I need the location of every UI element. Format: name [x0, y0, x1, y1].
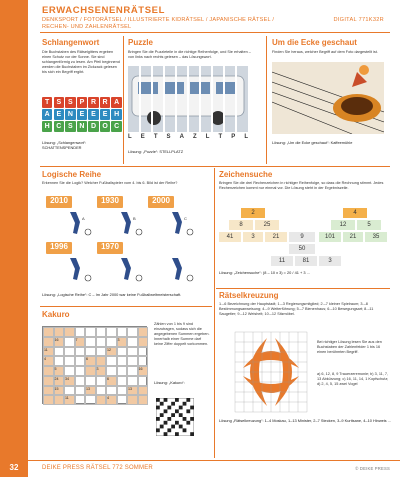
kakuro-cell[interactable]: 11: [43, 347, 54, 357]
kakuro-cell[interactable]: [96, 327, 107, 337]
zeichen-cell: 8: [229, 220, 253, 230]
kakuro-cell[interactable]: [117, 327, 128, 337]
puzzle-text: Bringen Sie die Puzzleteile in die richtige Reihenfolge, und Sie erhalten – von links nach rechts gelesen – das Lösungswort.: [128, 50, 251, 59]
kakuro-cell[interactable]: [43, 337, 54, 347]
zeichen-cell: 35: [365, 232, 387, 242]
divider: [123, 36, 124, 164]
kakuro-cell[interactable]: [96, 386, 107, 396]
kakuro-cell[interactable]: [64, 327, 75, 337]
kakuro-cell[interactable]: [117, 347, 128, 357]
page: [28, 0, 400, 477]
kakuro-cell[interactable]: 16: [138, 366, 149, 376]
kakuro-cell[interactable]: [64, 347, 75, 357]
letter-cell: E: [88, 109, 98, 120]
letter-cell: D: [88, 121, 98, 132]
zeichen-cell: 5: [357, 220, 381, 230]
letter-cell: O: [100, 121, 110, 132]
letter-cell: E: [77, 109, 87, 120]
kakuro-cell[interactable]: [96, 395, 107, 405]
kakuro-cell[interactable]: 7: [75, 337, 86, 347]
year-2: 1930: [101, 196, 119, 205]
kakuro-cell[interactable]: [75, 376, 86, 386]
kakuro-cell[interactable]: [54, 327, 65, 337]
kakuro-solution: Lösung: „Kakuro“:: [154, 380, 185, 385]
kakuro-cell[interactable]: [138, 395, 149, 405]
kakuro-cell[interactable]: [127, 327, 138, 337]
kakuro-cell[interactable]: [75, 356, 86, 366]
zeichensuche-title: Zeichensuche: [219, 170, 273, 179]
zeichen-cell: 81: [295, 256, 317, 266]
zeichensuche-text: Bringen Sie die drei Rechenzeichen in richtiger Reihenfolge, so dass die Rechnung stimmt. Jedes Rechenzeichen kommt nur einmal vor. Die Lösung steht in der Ergebniszeile.: [219, 181, 384, 190]
kakuro-cell[interactable]: [127, 337, 138, 347]
zeichen-cell: 21: [343, 232, 363, 242]
kakuro-cell[interactable]: [64, 386, 75, 396]
kakuro-cell[interactable]: 13: [127, 386, 138, 396]
kakuro-cell[interactable]: [85, 366, 96, 376]
digital-code: DIGITAL 771K32R: [333, 17, 384, 23]
kakuro-cell[interactable]: [96, 347, 107, 357]
kakuro-cell[interactable]: 5: [54, 366, 65, 376]
puzzle-letter: L: [205, 134, 210, 140]
kakuro-cell[interactable]: 24: [54, 376, 65, 386]
svg-text:C: C: [184, 216, 187, 221]
svg-text:A: A: [82, 216, 85, 221]
zeichen-cell: 50: [289, 244, 315, 254]
ecke-solution: Lösung: „Um die Ecke geschaut“: Kaffeemühle: [272, 140, 353, 145]
kakuro-solution-grid: [156, 398, 194, 436]
kakuro-cell[interactable]: [117, 356, 128, 366]
puzzle-letter: L: [244, 134, 248, 140]
puzzle-image: [128, 66, 248, 132]
kakuro-cell[interactable]: [85, 337, 96, 347]
divider: [266, 36, 267, 164]
kakuro-cell[interactable]: [43, 327, 54, 337]
kakuro-cell[interactable]: [64, 337, 75, 347]
svg-text:B: B: [133, 216, 136, 221]
kakuro-cell[interactable]: [127, 366, 138, 376]
kreuzung-grid: [233, 330, 309, 414]
letter-cell: T: [42, 97, 52, 108]
kakuro-cell[interactable]: [138, 376, 149, 386]
kakuro-cell[interactable]: 3: [117, 337, 128, 347]
letter-cell: H: [111, 109, 121, 120]
kreuzung-text: 1.–6 Bezeichnung der Hauptstadt; 1.–3 Regierungsmitglied; 2.–7 kleiner Spielraum; 3.–8 Bestimmungsanweisung; 4.–9 Weiterführung; 5.–7 Bienenhaus; 6.–10 Bewegungsart; 8.–11 Saugetier; 9.–12 Weisheit; 10.–12 Sitzmöbel.: [219, 302, 374, 316]
kakuro-cell[interactable]: [138, 386, 149, 396]
puzzle-letter: Z: [193, 134, 197, 140]
kakuro-cell[interactable]: [117, 386, 128, 396]
puzzle-letter: T: [153, 134, 158, 140]
kakuro-cell[interactable]: [117, 376, 128, 386]
kakuro-cell[interactable]: 3: [96, 366, 107, 376]
kakuro-cell[interactable]: 16: [54, 337, 65, 347]
kakuro-cell[interactable]: [138, 356, 149, 366]
zeichen-cell: 3: [319, 256, 341, 266]
kreuzung-side-text: Bei richtiger Lösung lesen Sie aus den Buchstaben der Zahlenfelder 1 bis 16 einen berühmten Begriff.: [317, 340, 382, 354]
zeichen-cell: 11: [271, 256, 293, 266]
kakuro-cell[interactable]: [54, 395, 65, 405]
kakuro-cell[interactable]: [75, 347, 86, 357]
zeichen-cell: 12: [331, 220, 355, 230]
kakuro-cell[interactable]: [96, 376, 107, 386]
puzzle-letters: [128, 134, 248, 140]
kakuro-cell[interactable]: [106, 366, 117, 376]
kakuro-text: Zählen von 1 bis 9 sind einzutragen, sodass sich die angegebenen Summen ergeben. Innerhalb einer Summe darf keine Ziffer doppelt vorkommen.: [154, 322, 210, 346]
zeichen-cell: 4: [343, 208, 367, 218]
year-4: 1996: [50, 242, 68, 251]
kakuro-cell[interactable]: [117, 395, 128, 405]
kakuro-cell[interactable]: 34: [64, 376, 75, 386]
zeichen-cell: 25: [255, 220, 279, 230]
zeichen-cell: 9: [289, 232, 315, 242]
page-subtitle: DENKSPORT / FOTORÄTSEL / ILLUSTRIERTE KIDRÄTSEL / JAPANISCHE RÄTSEL / RECHEN- UND ZAHLENRÄTSEL: [42, 17, 275, 30]
kakuro-cell[interactable]: [138, 337, 149, 347]
kakuro-cell[interactable]: [75, 395, 86, 405]
kakuro-cell[interactable]: [43, 376, 54, 386]
kreuzung-title: Rätselkreuzung: [219, 291, 279, 300]
year-3: 2000: [152, 196, 170, 205]
letter-cell: H: [42, 121, 52, 132]
kakuro-cell[interactable]: [138, 347, 149, 357]
zeichen-cell: 101: [319, 232, 341, 242]
zeichen-cell: 21: [265, 232, 287, 242]
year-5: 1970: [101, 242, 119, 251]
kakuro-cell[interactable]: [106, 356, 117, 366]
kakuro-grid: [42, 326, 147, 404]
letter-cell: S: [54, 97, 64, 108]
ecke-text: Finden Sie heraus, welcher Begriff auf dem Foto dargestellt ist.: [272, 50, 378, 54]
schlangenwort-text: Die Buchstaben des Rätselgitters ergeben einen Schutz vor der Sonne. Sie sind schlangenförmig zu lesen. Am Pfeil beginnend werden die Buchstaben im Zickzack gelesen bis sich ein Begriff ergibt.: [42, 50, 120, 74]
kakuro-cell[interactable]: 13: [85, 386, 96, 396]
puzzle-letter: T: [218, 134, 223, 140]
kakuro-cell[interactable]: [96, 356, 107, 366]
letter-cell: N: [77, 121, 87, 132]
footer-right: © DEIKE PRESS: [355, 466, 390, 471]
page-title: ERWACHSENENRÄTSEL: [42, 5, 165, 16]
divider: [40, 306, 212, 307]
letter-cell: C: [111, 121, 121, 132]
puzzle-letter: L: [128, 134, 132, 140]
kakuro-cell[interactable]: [106, 337, 117, 347]
puzzle-title: Puzzle: [128, 38, 153, 47]
puzzle-letter: S: [166, 134, 171, 140]
coffee-image: [272, 62, 384, 134]
letter-cell: C: [54, 121, 64, 132]
zeichensuche-solution: Lösung: „Zeichensuche“: (8 – 10 x 3) = 20 / 41 + 3 ...: [219, 270, 310, 275]
kakuro-cell[interactable]: [106, 386, 117, 396]
kakuro-cell[interactable]: [43, 366, 54, 376]
kakuro-cell[interactable]: [96, 337, 107, 347]
puzzle-letter: P: [231, 134, 236, 140]
letter-cell: S: [65, 97, 75, 108]
letter-cell: R: [100, 97, 110, 108]
kreuzung-solution: Lösung „Rätselkreuzung“: 1–4 Moskau, 1–13 Minister, 2–7 Stecken, 3–9 Kurtisane, 4–10 Hinweis ...: [219, 418, 391, 423]
letter-cell: S: [65, 121, 75, 132]
puzzle-solution: Lösung: „Puzzle“: STELLPLATZ: [128, 149, 184, 154]
letter-cell: E: [100, 109, 110, 120]
zeichen-cell: 3: [243, 232, 263, 242]
schlangenwort-title: Schlangenwort: [42, 38, 100, 47]
kakuro-cell[interactable]: [54, 347, 65, 357]
kakuro-cell[interactable]: [127, 376, 138, 386]
letter-cell: E: [54, 109, 64, 120]
kakuro-cell[interactable]: [75, 327, 86, 337]
kakuro-cell[interactable]: 12: [106, 347, 117, 357]
reihe-solution: Lösung: „Logische Reihe“: C – Im Jahr 2000 war keine Fußballweltmeisterschaft.: [42, 292, 182, 297]
reihe-title: Logische Reihe: [42, 170, 102, 179]
orange-sidebar: [0, 0, 28, 477]
kakuro-cell[interactable]: [43, 395, 54, 405]
kakuro-cell[interactable]: [127, 395, 138, 405]
kakuro-cell[interactable]: [43, 386, 54, 396]
kakuro-cell[interactable]: [85, 376, 96, 386]
letter-cell: N: [65, 109, 75, 120]
kakuro-cell[interactable]: [85, 327, 96, 337]
kakuro-cell[interactable]: 4: [106, 395, 117, 405]
kakuro-cell[interactable]: 15: [54, 386, 65, 396]
kakuro-cell[interactable]: 11: [64, 395, 75, 405]
kakuro-cell[interactable]: [75, 386, 86, 396]
zeichen-cell: 41: [219, 232, 241, 242]
divider: [216, 288, 390, 289]
footer-title: DEIKE PRESS RÄTSEL 772 SOMMER: [42, 465, 153, 471]
kakuro-cell[interactable]: [85, 395, 96, 405]
kakuro-cell[interactable]: [127, 347, 138, 357]
kreuzung-side-list: a) 6, 12, 8, 9 Trauerzeremonie; b) 3, 11, 7, 13 Abkürzung; c) 16, 11, 14, 1 Kopfschutz; d) 2, 4, 5, 15 zwei Vogel: [317, 372, 389, 386]
kakuro-cell[interactable]: [127, 356, 138, 366]
kakuro-cell[interactable]: 6: [85, 356, 96, 366]
zeichen-cell: 2: [241, 208, 265, 218]
divider: [40, 166, 390, 167]
kakuro-title: Kakuro: [42, 310, 70, 319]
letter-cell: P: [77, 97, 87, 108]
kakuro-cell[interactable]: [75, 366, 86, 376]
kakuro-cell[interactable]: [117, 366, 128, 376]
letter-cell: A: [42, 109, 52, 120]
kakuro-cell[interactable]: [106, 327, 117, 337]
kakuro-cell[interactable]: [85, 347, 96, 357]
reihe-text: Erkennen Sie die Logik? Welcher Fußballspieler vom 4. bis 6. Bild ist der Reihe?: [42, 181, 178, 185]
page-number: 32: [9, 463, 19, 472]
letter-cell: R: [88, 97, 98, 108]
kakuro-cell[interactable]: [64, 366, 75, 376]
letter-cell: A: [111, 97, 121, 108]
zeichensuche-grid: [219, 200, 387, 266]
kakuro-cell[interactable]: 4: [43, 356, 54, 366]
schlangenwort-solution: Lösung: „Schlangenwort“: SCHATTENSPENDER: [42, 140, 87, 150]
puzzle-letter: E: [140, 134, 145, 140]
schlangenwort-grid: [42, 97, 122, 132]
kakuro-cell[interactable]: [138, 327, 149, 337]
kakuro-cell[interactable]: [54, 356, 65, 366]
kakuro-cell[interactable]: [64, 356, 75, 366]
footer-divider: [28, 460, 400, 461]
kakuro-cell[interactable]: 6: [106, 376, 117, 386]
divider: [214, 168, 215, 458]
header-divider: [40, 32, 390, 33]
puzzle-letter: A: [179, 134, 184, 140]
year-1: 2010: [50, 196, 68, 205]
ecke-title: Um die Ecke geschaut: [272, 38, 357, 47]
